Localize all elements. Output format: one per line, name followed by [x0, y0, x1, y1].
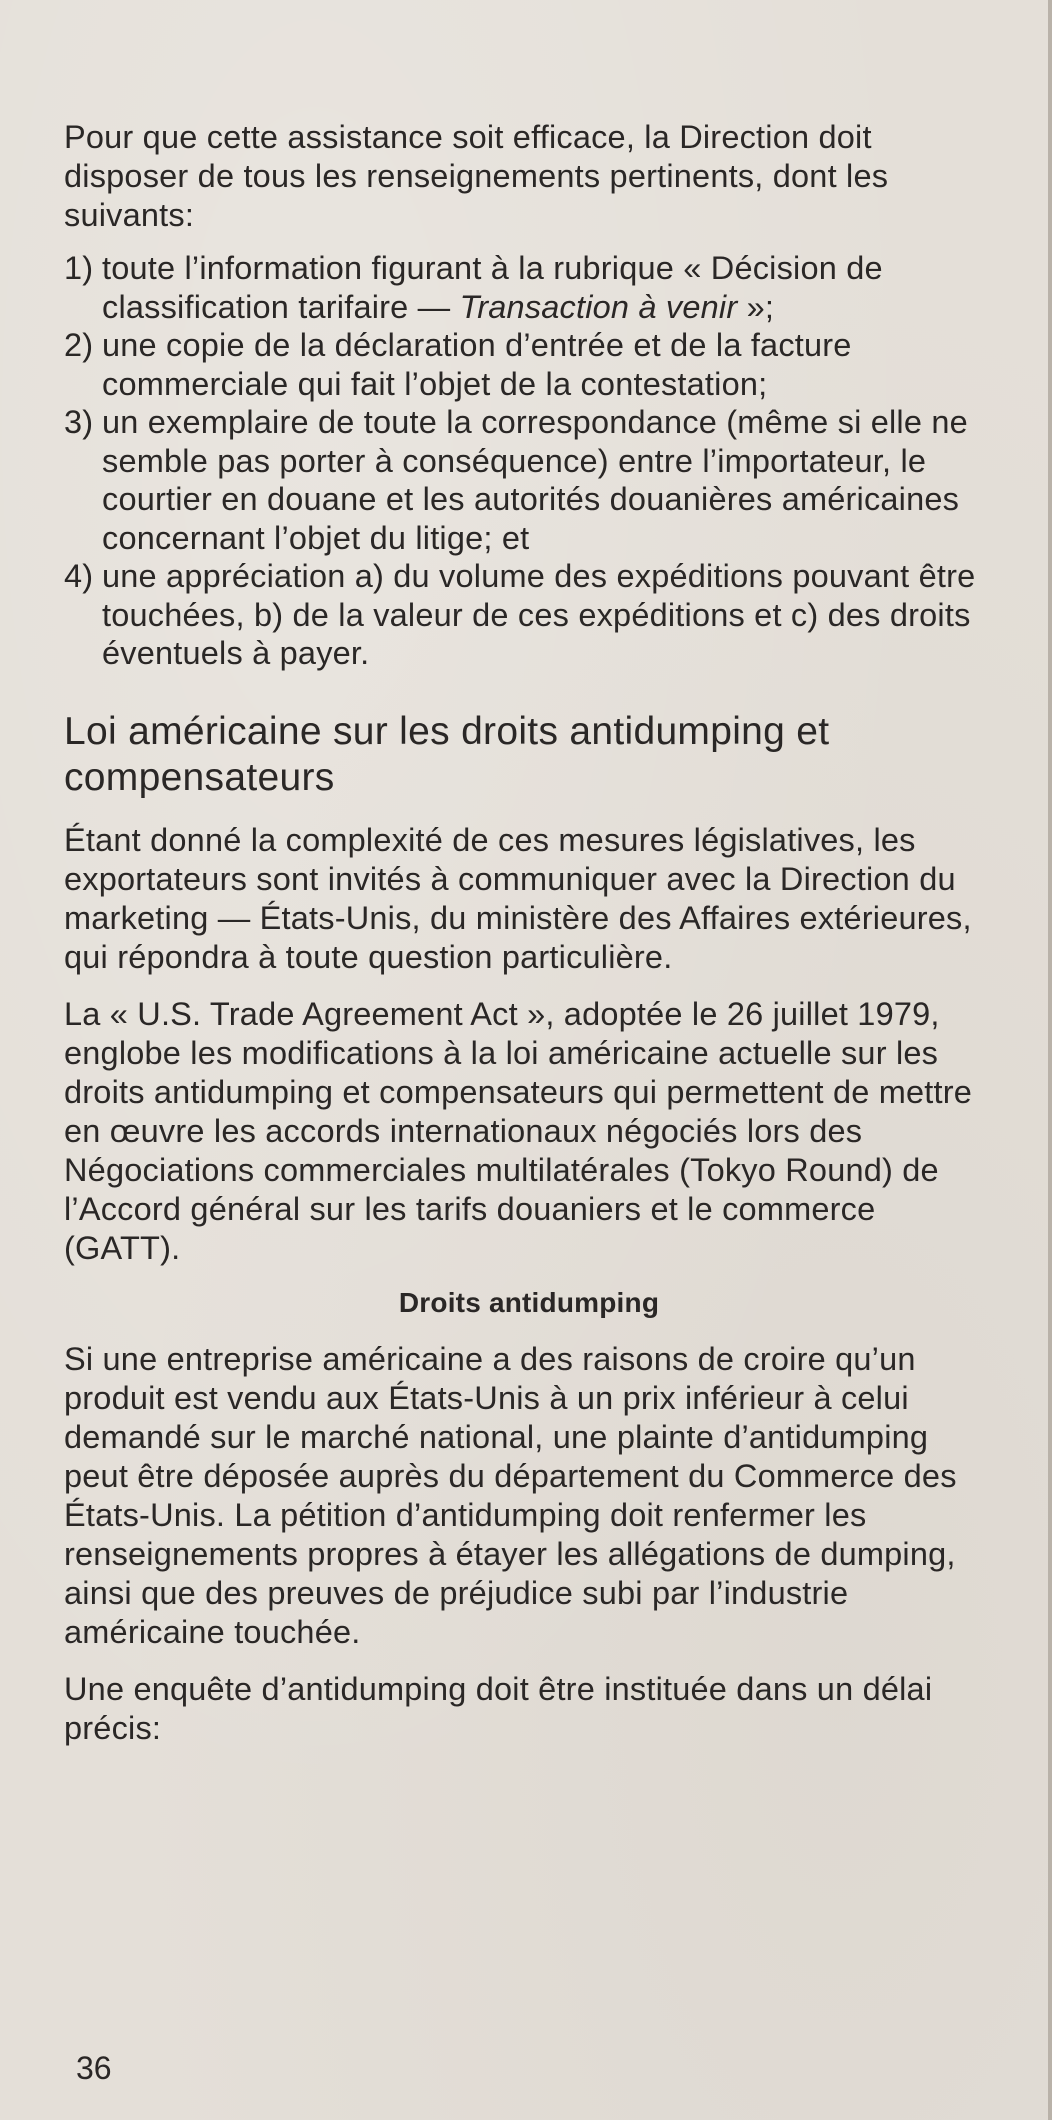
list-item: [64, 249, 994, 326]
list-item-text: une copie de la déclaration d’entrée et de la facture commerciale qui fait l’objet de la contestation;: [102, 327, 852, 402]
list-item-number: 1): [64, 250, 94, 286]
page-number: 36: [76, 2050, 112, 2086]
sub-paragraph: Une enquête d’antidumping doit être instituée dans un délai précis:: [64, 1670, 933, 1746]
list-item-text: une appréciation a) du volume des expéditions pouvant être touchées, b) de la valeur de ces expéditions et c) des droits éventuels à payer.: [102, 558, 976, 671]
list-item: [64, 557, 994, 673]
list-item: [64, 326, 994, 403]
subheading: Droits antidumping: [398, 1286, 660, 1318]
list-item-number: 3): [64, 404, 94, 440]
list-item-text: toute l’information figurant à la rubrique « Décision de classification tarifaire —: [102, 250, 883, 325]
list-item-number: 4): [64, 558, 94, 594]
list-item: [64, 403, 994, 557]
section-paragraph: Étant donné la complexité de ces mesures législatives, les exportateurs sont invités à communiquer avec la Direction du marketing — États-Unis, du ministère des Affaires extérieures, qui répondra à toute question particulière.: [64, 821, 972, 975]
text-column: [64, 118, 994, 1766]
list-item-number: 2): [64, 327, 94, 363]
section-title: Loi américaine sur les droits antidumping et compensateurs: [64, 709, 830, 799]
sub-paragraph: Si une entreprise américaine a des raisons de croire qu’un produit est vendu aux États-Unis à un prix inférieur à celui demandé sur le marché national, une plainte d’antidumping peut être déposée auprès du département du Commerce des États-Unis. La pétition d’antidumping doit renfermer les renseignements propres à étayer les allégations de dumping, ainsi que des preuves de préjudice subi par l’industrie américaine touchée.: [64, 1340, 957, 1650]
list-item-italic: Transaction à venir: [459, 288, 738, 325]
requirements-list: [64, 249, 994, 673]
list-item-text: un exemplaire de toute la correspondance (même si elle ne semble pas porter à conséquence) entre l’importateur, le courtier en douane et les autorités douanières américaines concernant l’objet du litige; et: [102, 404, 968, 556]
page-edge: [1048, 0, 1052, 2120]
list-item-text-end: »;: [737, 288, 775, 325]
section-paragraph: La « U.S. Trade Agreement Act », adoptée le 26 juillet 1979, englobe les modifications à la loi américaine actuelle sur les droits antidumping et compensateurs qui permettent de mettre en œuvre les accords internationaux négociés lors des Négociations commerciales multilatérales (Tokyo Round) de l’Accord général sur les tarifs douaniers et le commerce (GATT).: [64, 995, 973, 1266]
intro-paragraph: Pour que cette assistance soit efficace, la Direction doit disposer de tous les renseignements pertinents, dont les suivants:: [64, 119, 889, 233]
